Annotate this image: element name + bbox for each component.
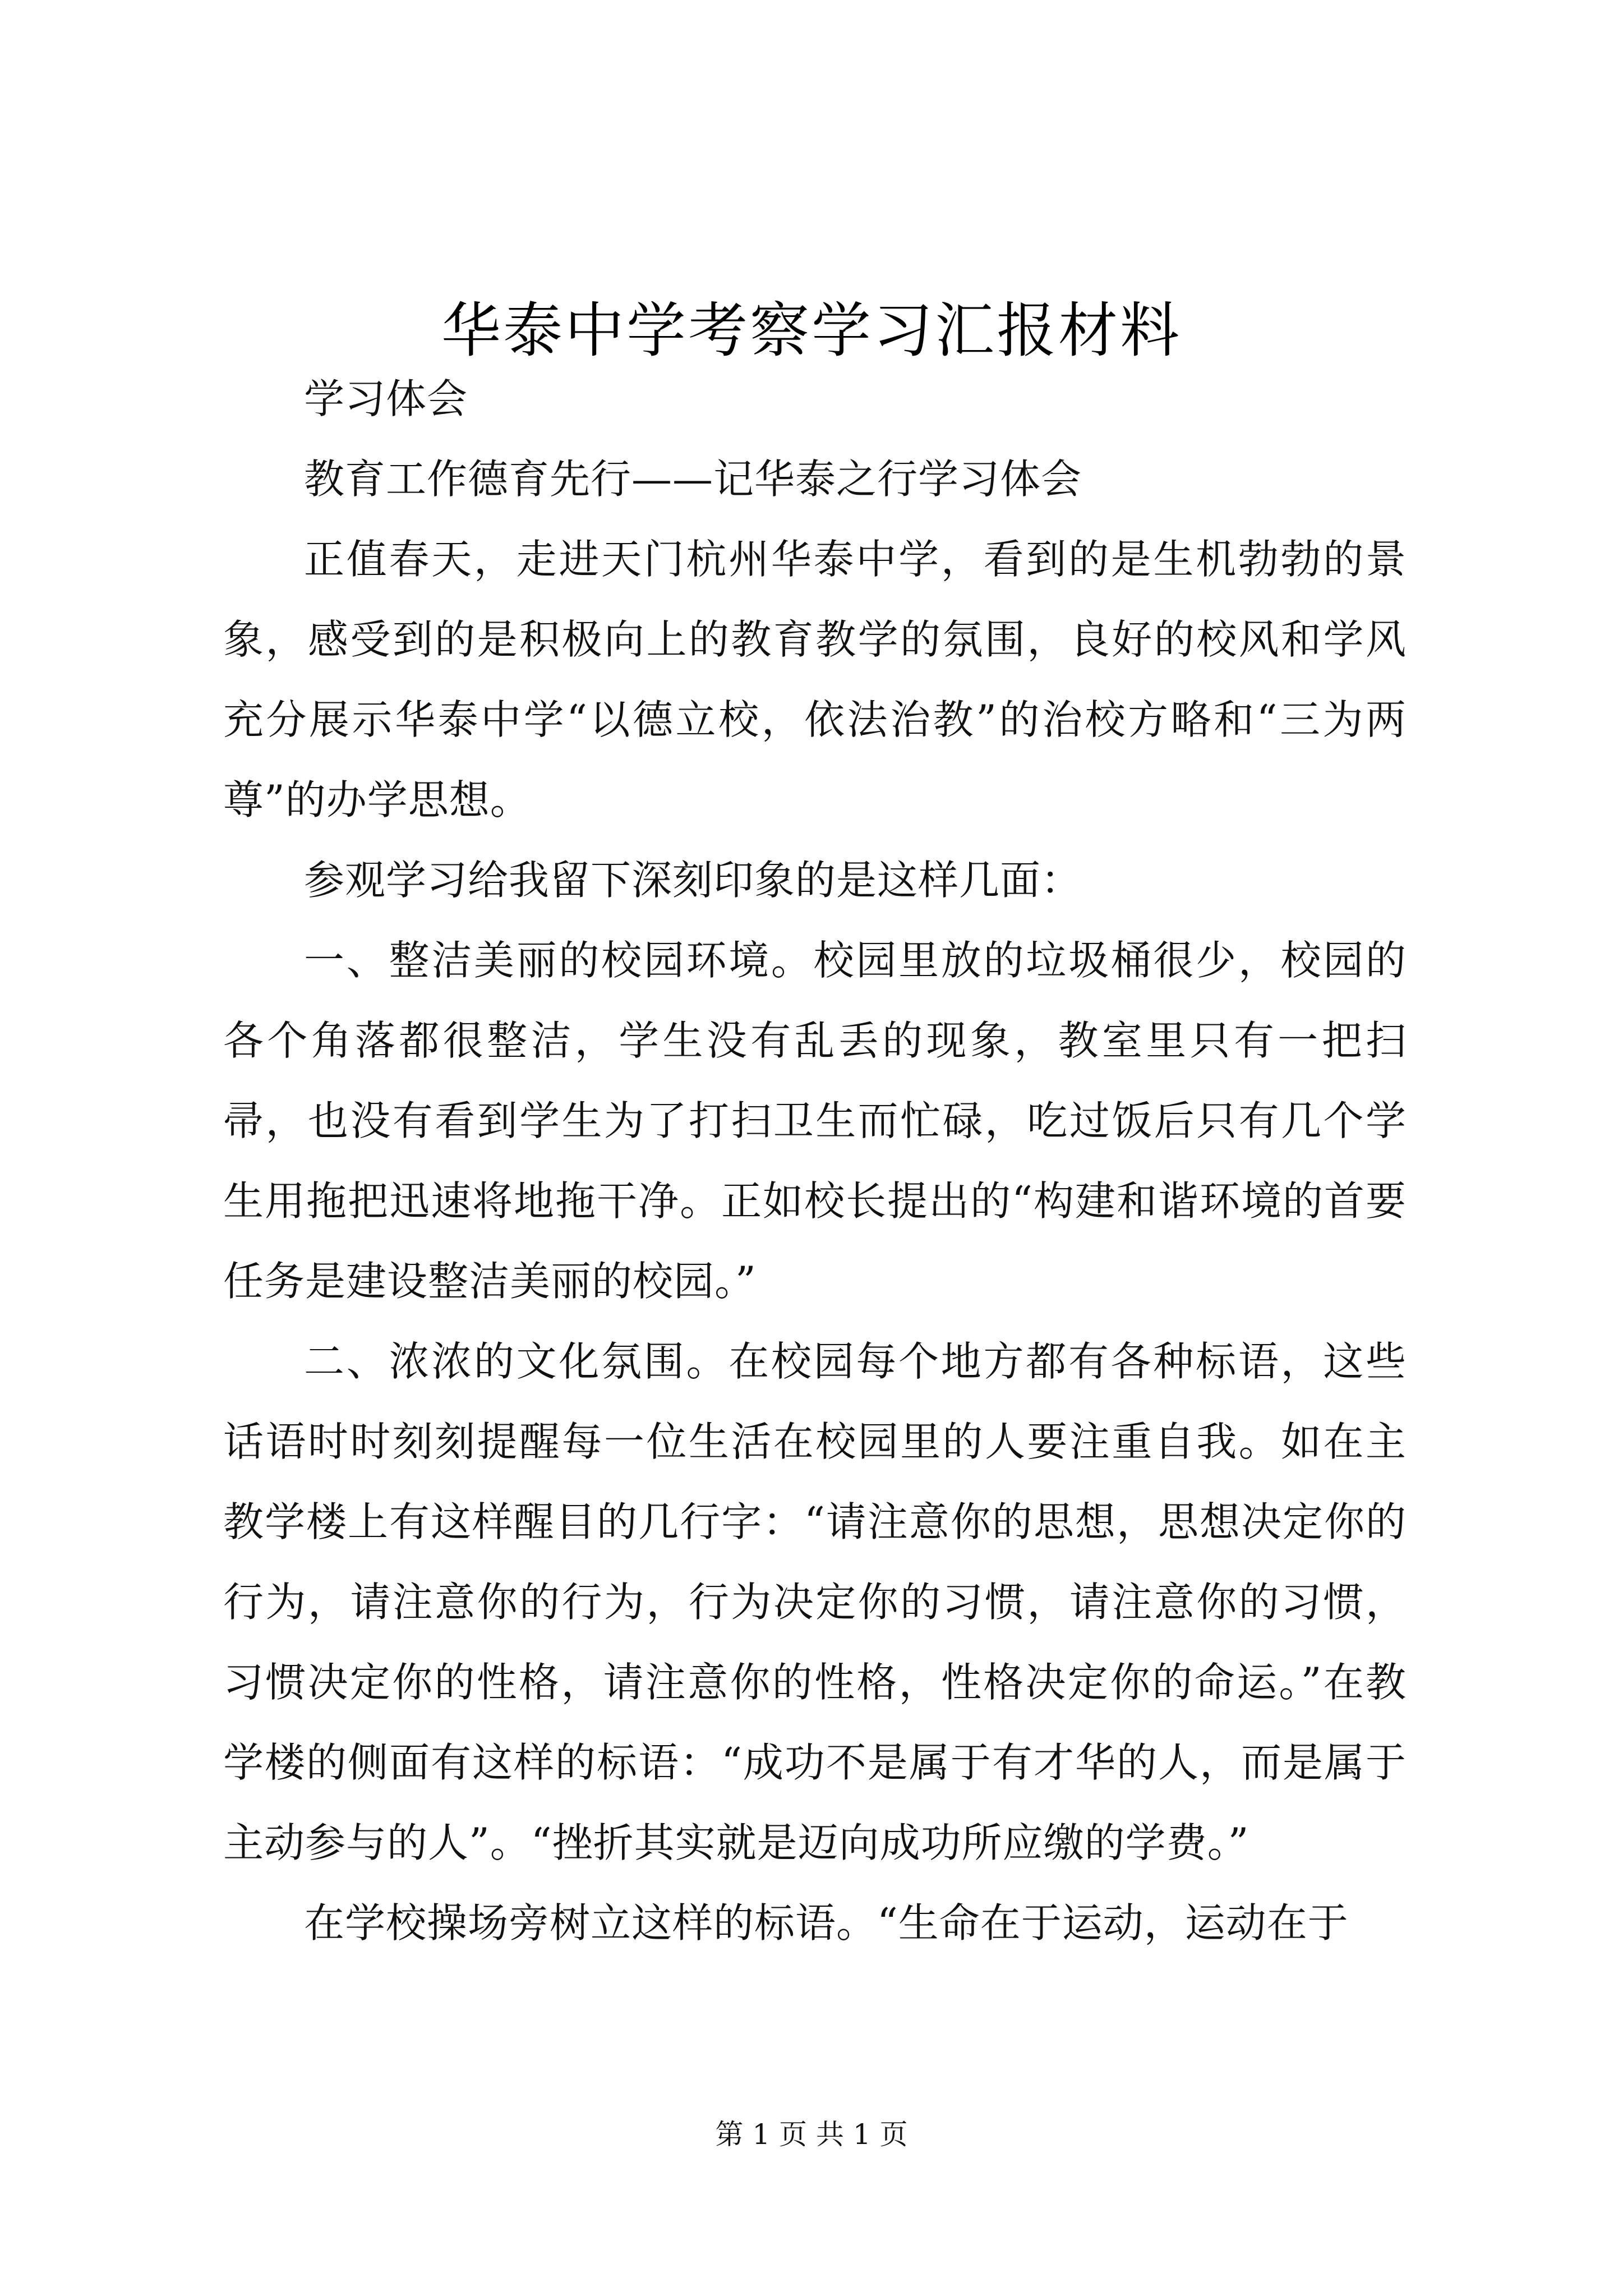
document-title: 华泰中学考察学习汇报材料 bbox=[441, 296, 1182, 365]
paragraph-subtitle: 学习体会 bbox=[304, 375, 468, 422]
paragraph-intro: 正值春天，走进天门杭州华泰中学，看到的是生机勃勃的景象，感受到的是积极向上的教育教学的氛围，良好的校风和学风充分展示华泰中学“以德立校，依法治教”的治校方略和“三为两尊”的办学思想。 bbox=[223, 536, 1407, 823]
paragraph-impressions: 参观学习给我留下深刻印象的是这样几面： bbox=[304, 857, 1082, 904]
paragraph-heading: 教育工作德育先行——记华泰之行学习体会 bbox=[304, 455, 1082, 503]
document-body bbox=[223, 359, 1407, 1963]
paragraph-point-two: 二、浓浓的文化氛围。在校园每个地方都有各种标语，这些话语时时刻刻提醒每一位生活在校园里的人要注重自我。如在主教学楼上有这样醒目的几行字：“请注意你的思想，思想决定你的行为，请注意你的行为，行为决定你的习惯，请注意你的习惯，习惯决定你的性格，请注意你的性格，性格决定你的命运。”在教学楼的侧面有这样的标语：“成功不是属于有才华的人，而是属于主动参与的人”。“挫折其实就是迈向成功所应缴的学费。” bbox=[223, 1338, 1407, 1866]
page-footer: 第 1 页 共 1 页 bbox=[715, 2118, 908, 2151]
paragraph-point-one: 一、整洁美丽的校园环境。校园里放的垃圾桶很少，校园的各个角落都很整洁，学生没有乱丢的现象，教室里只有一把扫帚，也没有看到学生为了打扫卫生而忙碌，吃过饭后只有几个学生用拖把迅速将地拖干净。正如校长提出的“构建和谐环境的首要任务是建设整洁美丽的校园。” bbox=[223, 937, 1407, 1305]
paragraph-playground: 在学校操场旁树立这样的标语。“生命在于运动，运动在于 bbox=[304, 1899, 1349, 1947]
